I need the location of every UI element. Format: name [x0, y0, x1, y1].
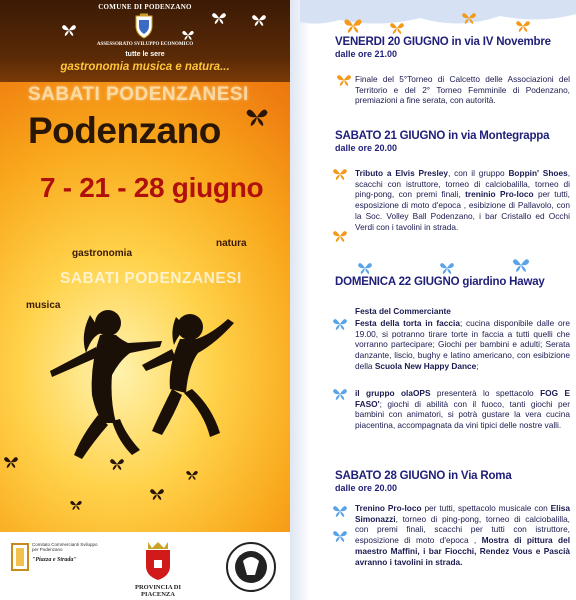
- body-text: per tutti, spettacolo musicale con: [421, 503, 551, 513]
- event-title: DOMENICA 22 GIUGNO giardino Haway: [335, 276, 545, 288]
- event-domenica-22: [335, 276, 570, 288]
- highlight-text: il gruppo olaOPS: [355, 388, 431, 398]
- event-time: dalle ore 20.00: [335, 143, 398, 153]
- butterfly-icon: [462, 12, 476, 24]
- event-title: VENERDI 20 GIUGNO in via IV Novembre: [335, 36, 551, 48]
- event-description: [355, 503, 570, 567]
- body-text: , scacchi con istruttore, torneo di calciobalilla, torneo di ping-pong, con premi finali,: [355, 168, 570, 200]
- butterfly-icon: [62, 24, 76, 36]
- butterfly-icon: [344, 18, 362, 33]
- sabati-title: SABATI PODENZANESI: [28, 84, 249, 105]
- camera-commercio-logo: [225, 541, 277, 593]
- highlight-text: Trenino Pro-loco: [355, 503, 422, 513]
- provincia-logo: [118, 540, 198, 596]
- butterfly-icon: [110, 458, 124, 470]
- highlight-text: Mostra di pittura del maestro Maffini, i bar Fiocchi, Rendez Vous e Pascià avranno i tavolini in strada.: [355, 535, 570, 567]
- body-text: , torneo di ping-pong, torneo di calciobalilla, con premi finali, scacchi per tutti con istruttore, esposizione di moto d'epoca ,: [355, 513, 570, 546]
- tagline: gastronomia musica e natura...: [60, 61, 230, 73]
- body-text: ; cucina disponibile dalle ore 19.00, si potranno tirare torte in faccia a tutti quelli che vorranno partecipare; Giochi per bambini e adulti; Serata danzante, liscio, bughy e latino americano, con esibizione della: [355, 318, 570, 371]
- highlight-text: Festa della torta in faccia: [355, 318, 460, 328]
- highlight-text: FOG E FASO': [355, 388, 570, 409]
- butterfly-icon: [150, 488, 164, 500]
- word-natura: natura: [216, 238, 247, 249]
- butterfly-bullet-icon: [333, 388, 347, 400]
- dancers-silhouette-image: [20, 305, 280, 475]
- comitato-text: Comitato Commercianti Sviluppo per Podenzano: [32, 542, 98, 552]
- comune-crest-icon: [133, 13, 155, 39]
- word-gastronomia: gastronomia: [72, 248, 133, 259]
- event-dates: 7 - 21 - 28 giugno: [40, 172, 264, 203]
- butterfly-icon: [390, 22, 404, 34]
- highlight-text: Scuola New Happy Dance: [374, 360, 477, 371]
- tutte-le-sere: tutte le sere: [125, 51, 165, 58]
- event-time: dalle ore 20.00: [335, 483, 398, 493]
- event-time: dalle ore 21.00: [335, 49, 398, 59]
- event-title: SABATO 28 GIUGNO in Via Roma: [335, 470, 512, 482]
- event-heading: Festa del Commerciante: [355, 306, 451, 316]
- butterfly-bullet-icon: [333, 318, 347, 330]
- butterfly-icon: [212, 12, 226, 24]
- butterfly-icon: [512, 258, 530, 272]
- body-text: presenterà lo spettacolo: [430, 388, 541, 398]
- body-text: per tutti, esposizione di moto d'epoca , esibizione di Pallavolo, con la Soc. Volley Ball Podenzano, i bar Cristallo ed Occhi Verdi con i tavolini in strada.: [355, 189, 570, 232]
- provincia-label: PROVINCIA DI PIACENZA: [134, 584, 182, 598]
- butterfly-icon: [246, 108, 268, 126]
- butterfly-bullet-icon: [333, 168, 347, 180]
- highlight-text: Tributo a Elvis Presley: [355, 168, 449, 178]
- butterfly-icon: [516, 20, 530, 32]
- butterfly-bullet-icon: [333, 230, 347, 242]
- city-title: Podenzano: [28, 110, 221, 151]
- body-text: , con il gruppo: [448, 168, 509, 178]
- butterfly-icon: [252, 14, 266, 26]
- event-description: [355, 388, 570, 431]
- sabati-subtitle: SABATI PODENZANESI: [60, 270, 242, 287]
- comitato-logo: [8, 540, 98, 596]
- butterfly-icon: [4, 456, 18, 468]
- butterfly-icon: [440, 262, 454, 274]
- butterfly-icon: [186, 470, 198, 480]
- event-description: [355, 168, 570, 232]
- butterfly-icon: [70, 500, 82, 510]
- event-sabato-21: [335, 130, 570, 153]
- assessorato-label: ASSESSORATO SVILUPPO ECONOMICO: [96, 42, 194, 47]
- event-sabato-28: [335, 470, 570, 493]
- body-text: ;: [476, 360, 479, 371]
- butterfly-icon: [358, 262, 372, 274]
- event-description: Finale del 5°Torneo di Calcetto delle Associazioni del Territorio e del 2° Torneo Femminile di Podenzano, premiazioni a fine serata, con autorità.: [355, 74, 570, 106]
- butterfly-icon: [182, 30, 194, 40]
- highlight-text: treninio Pro-loco: [465, 189, 534, 200]
- word-musica: musica: [26, 300, 61, 311]
- provincia-crest-icon: [140, 540, 176, 582]
- highlight-text: Elisa Simonazzi: [355, 503, 570, 524]
- butterfly-bullet-icon: [333, 530, 347, 542]
- event-title: SABATO 21 GIUGNO in via Montegrappa: [335, 130, 550, 142]
- butterfly-bullet-icon: [333, 505, 347, 517]
- comitato-name: "Piazza e Strada": [32, 557, 77, 563]
- comitato-emblem-icon: [10, 540, 32, 574]
- fold-shadow: [290, 0, 310, 600]
- event-description: [355, 318, 570, 372]
- sky-clouds-image: [300, 0, 576, 40]
- highlight-text: Boppin' Shoes: [508, 168, 568, 178]
- comune-label: COMUNE DI PODENZANO: [98, 3, 192, 11]
- butterfly-bullet-icon: [337, 74, 351, 86]
- event-venerdi-20: [335, 36, 570, 59]
- body-text: ; giochi di abilità con il fuoco, tanti giochi per bambini con animatori, si potrà gustare la vera cucina piacentina, accompagnata da vini tipici delle nostre valli.: [355, 398, 570, 431]
